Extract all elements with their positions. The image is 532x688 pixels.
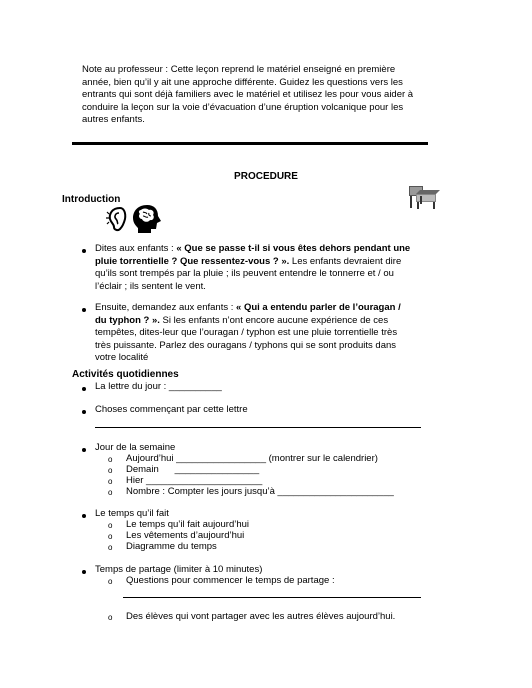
- circle-bullet: o: [108, 613, 113, 622]
- circle-bullet: o: [108, 455, 113, 464]
- introduction-heading: Introduction: [62, 194, 121, 205]
- nombre-item: Nombre : Compter les jours jusqu’à ______________________: [126, 486, 394, 497]
- temps-de-partage: Temps de partage (limiter à 10 minutes): [95, 564, 263, 575]
- teacher-note: [82, 64, 424, 127]
- note-line: conduire la leçon sur la voie d’évacuation d’une éruption volcanique pour les: [82, 101, 404, 113]
- school-desk-icon: [406, 178, 442, 210]
- eleves-item: Des élèves qui vont partager avec les autres élèves aujourd’hui.: [126, 611, 396, 622]
- thinking-head-icon: [131, 204, 163, 234]
- bullet-dot: [82, 448, 86, 452]
- note-line: année, bien qu’il y ait une approche différente. Guidez les questions vers les: [82, 76, 403, 88]
- bullet-dot: [82, 570, 86, 574]
- procedure-title: PROCEDURE: [234, 171, 298, 182]
- note-line: autres enfants.: [82, 114, 145, 126]
- circle-bullet: o: [108, 477, 113, 486]
- writing-line: [123, 597, 421, 598]
- circle-bullet: o: [108, 532, 113, 541]
- writing-line: [95, 427, 421, 428]
- hier-item: Hier ______________________: [126, 475, 263, 486]
- demain-item: Demain ________________: [126, 464, 260, 475]
- vetements-item: Les vêtements d’aujourd’hui: [126, 530, 245, 541]
- circle-bullet: o: [108, 488, 113, 497]
- diagramme-item: Diagramme du temps: [126, 541, 217, 552]
- lettre-du-jour: La lettre du jour : __________: [95, 381, 222, 392]
- circle-bullet: o: [108, 543, 113, 552]
- jour-de-la-semaine: Jour de la semaine: [95, 442, 176, 453]
- circle-bullet: o: [108, 577, 113, 586]
- bullet-dot: [82, 410, 86, 414]
- bullet-dot: [82, 387, 86, 391]
- horizontal-rule: [72, 142, 428, 145]
- bullet-dot: [82, 308, 86, 312]
- intro-bullet-2: Ensuite, demandez aux enfants : « Qui a entendu parler de l’ouragan / du typhon ? ». Si les enfants n’ont encore aucune expérience de ces tempêtes, dites-leur que l’ouragan / typhon est une pluie torrentielle très très puissante. Parlez des ouragans / typhons qui se sont produits dans votre localité: [95, 302, 401, 364]
- intro-bullet-1: Dites aux enfants : « Que se passe t-il si vous êtes dehors pendant une pluie torrentielle ? Que ressentez-vous ? ». Les enfants devraient dire qu’ils sont trempés par la pluie ; ils peuvent entendre le tonnerre et / ou l’éclair ; ils sentent le vent.: [95, 243, 411, 292]
- questions-item: Questions pour commencer le temps de partage :: [126, 575, 335, 586]
- choses-commencant: Choses commençant par cette lettre: [95, 404, 248, 415]
- ear-icon: [106, 206, 130, 232]
- note-line: entrants qui sont déjà familiers avec le matériel et utilisez les pour vous aider à: [82, 89, 414, 101]
- le-temps-qu-il-fait: Le temps qu’il fait: [95, 508, 169, 519]
- aujourdhui-item: Aujourd’hui _________________ (montrer sur le calendrier): [126, 453, 378, 464]
- bullet-dot: [82, 249, 86, 253]
- note-line: Note au professeur : Cette leçon reprend le matériel enseigné en première: [82, 64, 396, 75]
- bullet-dot: [82, 514, 86, 518]
- temps-item: Le temps qu’il fait aujourd’hui: [126, 519, 250, 530]
- circle-bullet: o: [108, 521, 113, 530]
- activites-heading: Activités quotidiennes: [72, 369, 179, 380]
- circle-bullet: o: [108, 466, 113, 475]
